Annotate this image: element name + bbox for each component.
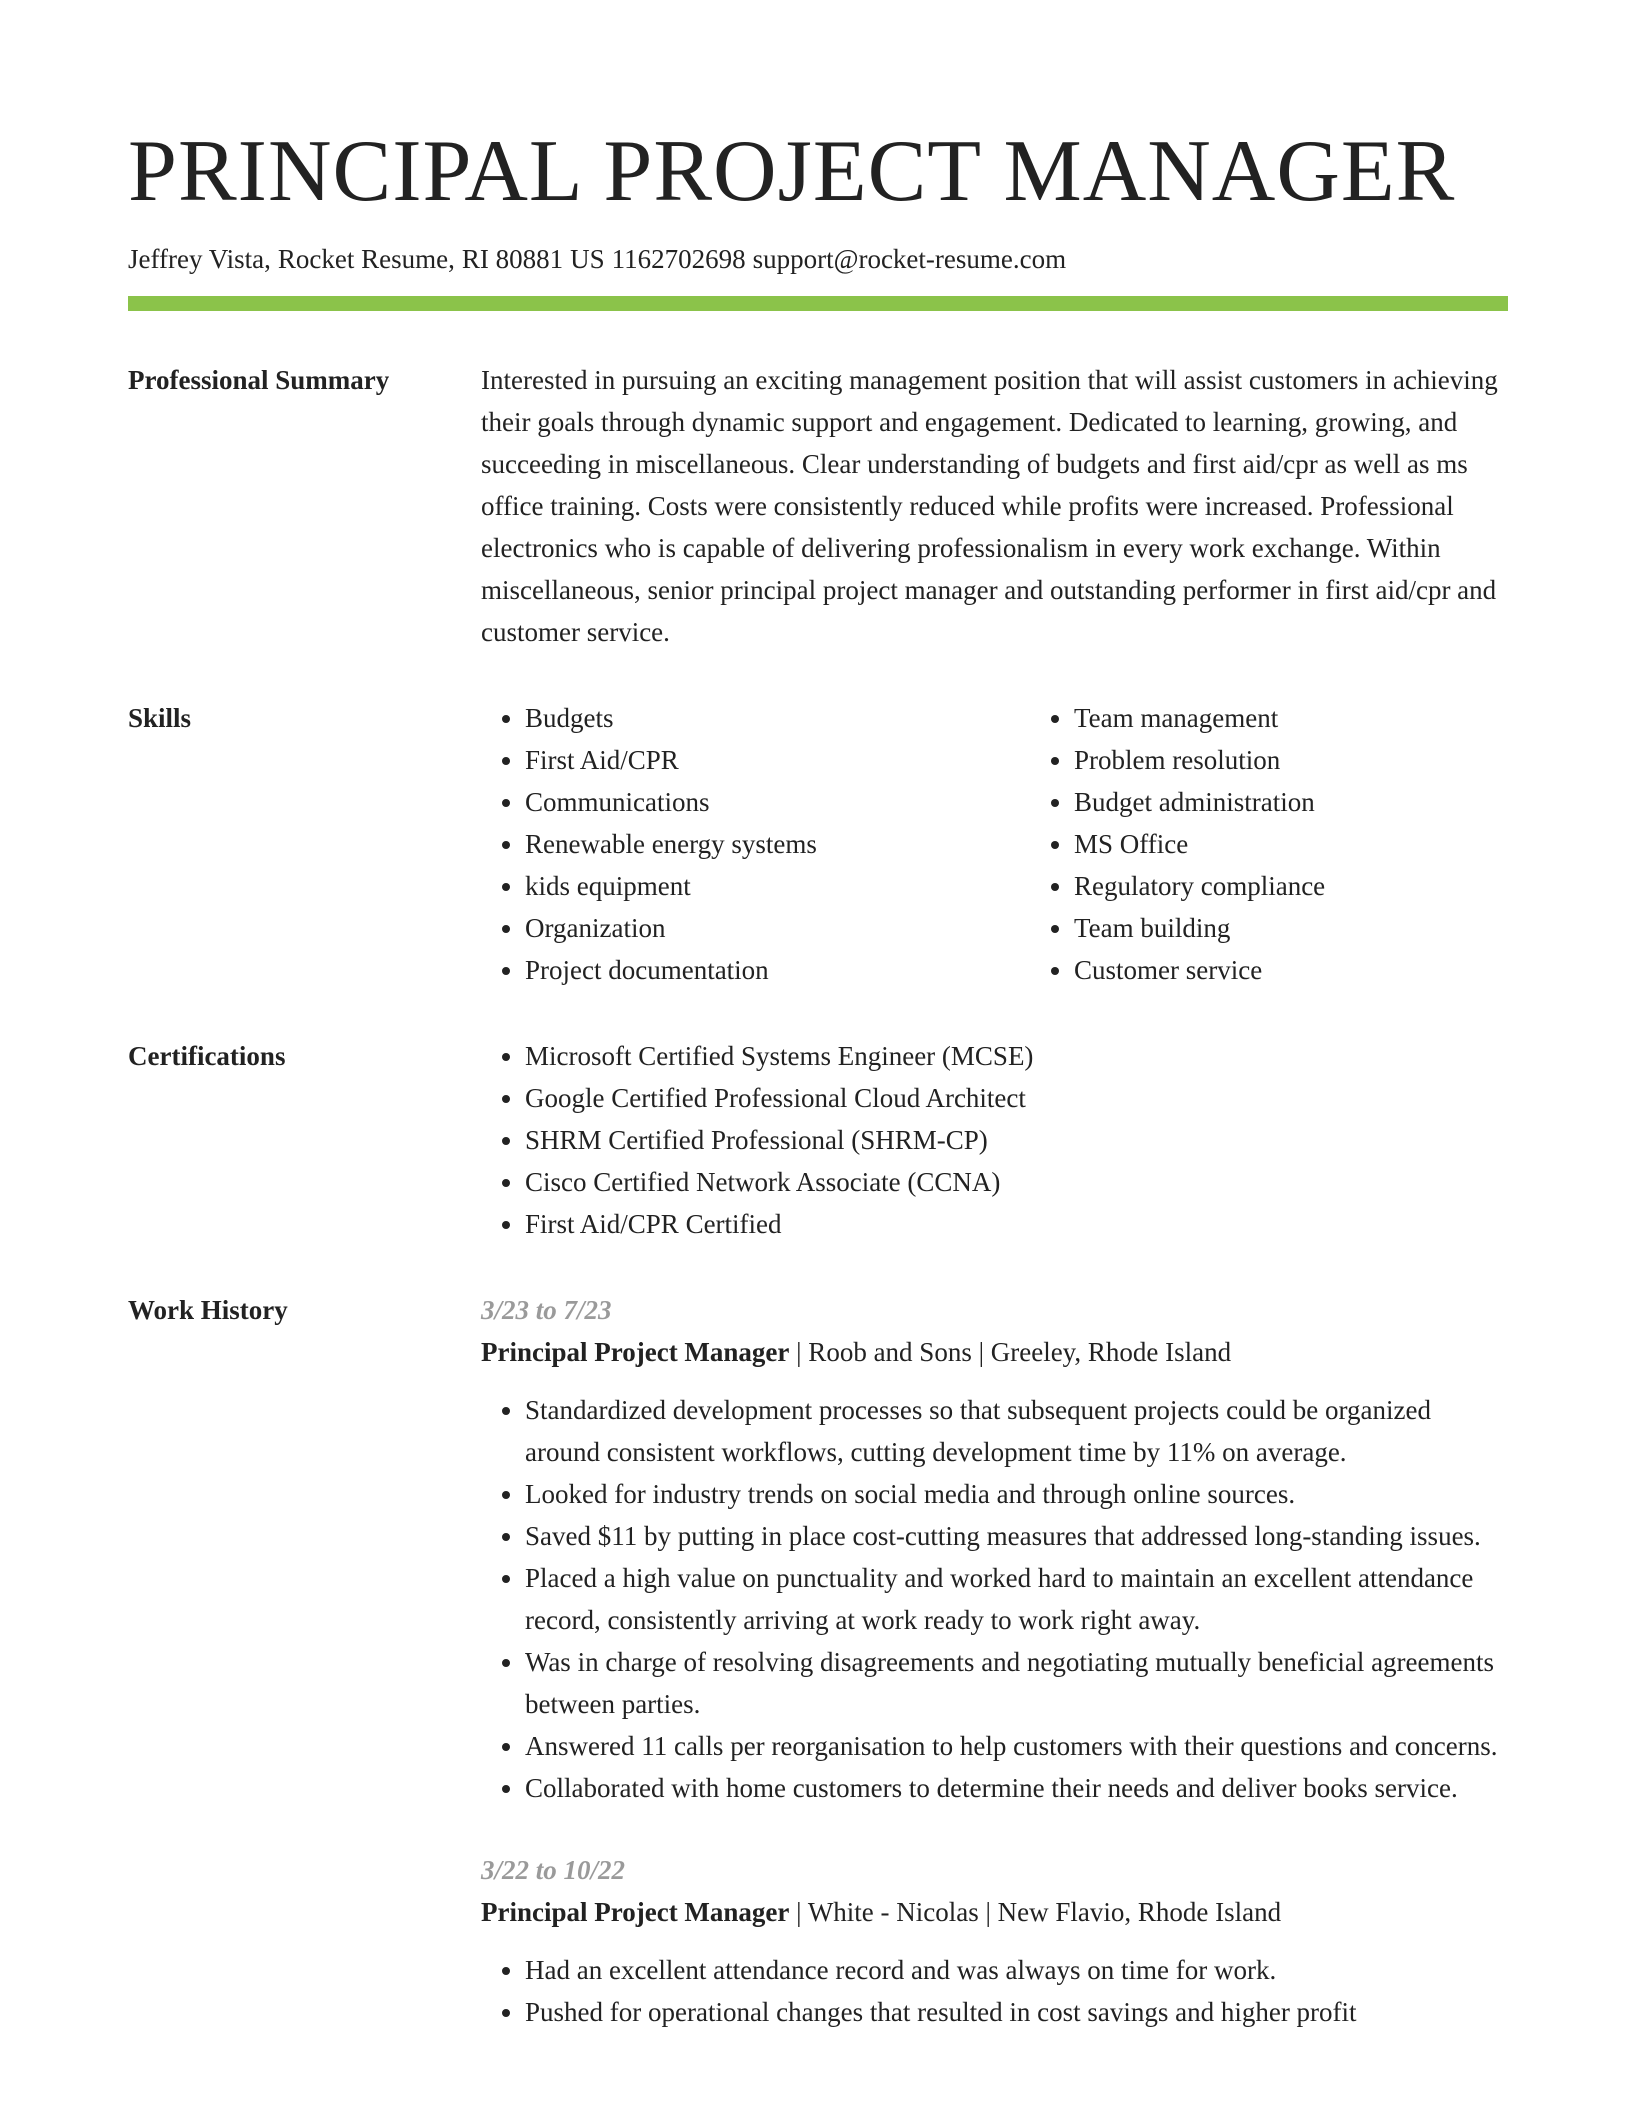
skills-section	[128, 697, 1508, 991]
contact-email[interactable]: support@rocket-resume.com	[752, 244, 1067, 274]
list-item: • Renewable energy systems	[525, 823, 1030, 865]
list-item: • Pushed for operational changes that resulted in cost savings and higher profit	[525, 1991, 1508, 2033]
summary-text: Interested in pursuing an exciting management position that will assist customers in achieving their goals through dynamic support and engagement. Dedicated to learning, growing, and succeeding in miscellaneous. Clear understanding of budgets and first aid/cpr as well as ms office training. Costs were consistently reduced while profits were increased. Professional electronics who is capable of delivering professionalism in every work exchange. Within miscellaneous, senior principal project manager and outstanding performer in first aid/cpr and customer service.	[481, 365, 1498, 647]
list-item: • Cisco Certified Network Associate (CCNA)	[525, 1161, 1508, 1203]
contact-company: Rocket Resume,	[277, 244, 455, 274]
skills-list-left	[481, 697, 1030, 991]
contact-phone: 1162702698	[611, 244, 746, 274]
contact-line	[128, 242, 1508, 276]
list-item: • Placed a high value on punctuality and worked hard to maintain an excellent attendance record, consistently arriving at work ready to work right away.	[525, 1557, 1508, 1641]
list-item: • SHRM Certified Professional (SHRM-CP)	[525, 1119, 1508, 1161]
list-item: • MS Office	[1074, 823, 1579, 865]
list-item: • Team building	[1074, 907, 1579, 949]
list-item: • Regulatory compliance	[1074, 865, 1579, 907]
certifications-section	[128, 1035, 1508, 1245]
list-item: • Answered 11 calls per reorganisation to help customers with their questions and concerns.	[525, 1725, 1508, 1767]
resume-title: PRINCIPAL PROJECT MANAGER	[128, 123, 1456, 220]
summary-section	[128, 359, 1508, 653]
list-item: • Saved $11 by putting in place cost-cutting measures that addressed long-standing issues.	[525, 1515, 1508, 1557]
job-dates: 3/23 to 7/23	[481, 1295, 612, 1325]
accent-divider	[128, 296, 1508, 311]
contact-name: Jeffrey Vista,	[128, 244, 271, 274]
job-employer-location: | Roob and Sons | Greeley, Rhode Island	[789, 1337, 1232, 1367]
list-item: • Budgets	[525, 697, 1030, 739]
skills-list-right	[1030, 697, 1579, 991]
job-dates: 3/22 to 10/22	[481, 1855, 626, 1885]
job-employer-location: | White - Nicolas | New Flavio, Rhode Island	[789, 1897, 1282, 1927]
contact-country: US	[570, 244, 605, 274]
list-item: • First Aid/CPR	[525, 739, 1030, 781]
list-item: • kids equipment	[525, 865, 1030, 907]
list-item: • Microsoft Certified Systems Engineer (MCSE)	[525, 1035, 1508, 1077]
list-item: • Collaborated with home customers to determine their needs and deliver books service.	[525, 1767, 1508, 1809]
resume-page	[128, 118, 1508, 2033]
list-item: • Had an excellent attendance record and was always on time for work.	[525, 1949, 1508, 1991]
certifications-list	[481, 1035, 1508, 1245]
list-item: • Team management	[1074, 697, 1579, 739]
list-item: • Google Certified Professional Cloud Architect	[525, 1077, 1508, 1119]
job-bullets	[481, 1389, 1508, 1809]
list-item: • Organization	[525, 907, 1030, 949]
skills-label: Skills	[128, 703, 192, 733]
list-item: • Was in charge of resolving disagreements and negotiating mutually beneficial agreements between parties.	[525, 1641, 1508, 1725]
job-heading	[481, 1891, 1508, 1933]
jobs-list	[481, 1289, 1508, 2033]
job-bullets	[481, 1949, 1508, 2033]
job-heading	[481, 1331, 1508, 1373]
work-history-section	[128, 1289, 1508, 2033]
list-item: • Customer service	[1074, 949, 1579, 991]
list-item: • Standardized development processes so that subsequent projects could be organized around consistent workflows, cutting development time by 11% on average.	[525, 1389, 1508, 1473]
list-item: • First Aid/CPR Certified	[525, 1203, 1508, 1245]
list-item: • Budget administration	[1074, 781, 1579, 823]
job-entry	[481, 1849, 1508, 2033]
list-item: • Project documentation	[525, 949, 1030, 991]
contact-state-zip: RI 80881	[461, 244, 564, 274]
job-title: Principal Project Manager	[481, 1337, 790, 1367]
work-history-label: Work History	[128, 1295, 288, 1325]
list-item: • Problem resolution	[1074, 739, 1579, 781]
certifications-label: Certifications	[128, 1041, 286, 1071]
summary-label: Professional Summary	[128, 365, 390, 395]
list-item: • Communications	[525, 781, 1030, 823]
job-entry	[481, 1289, 1508, 1809]
job-title: Principal Project Manager	[481, 1897, 790, 1927]
list-item: • Looked for industry trends on social media and through online sources.	[525, 1473, 1508, 1515]
